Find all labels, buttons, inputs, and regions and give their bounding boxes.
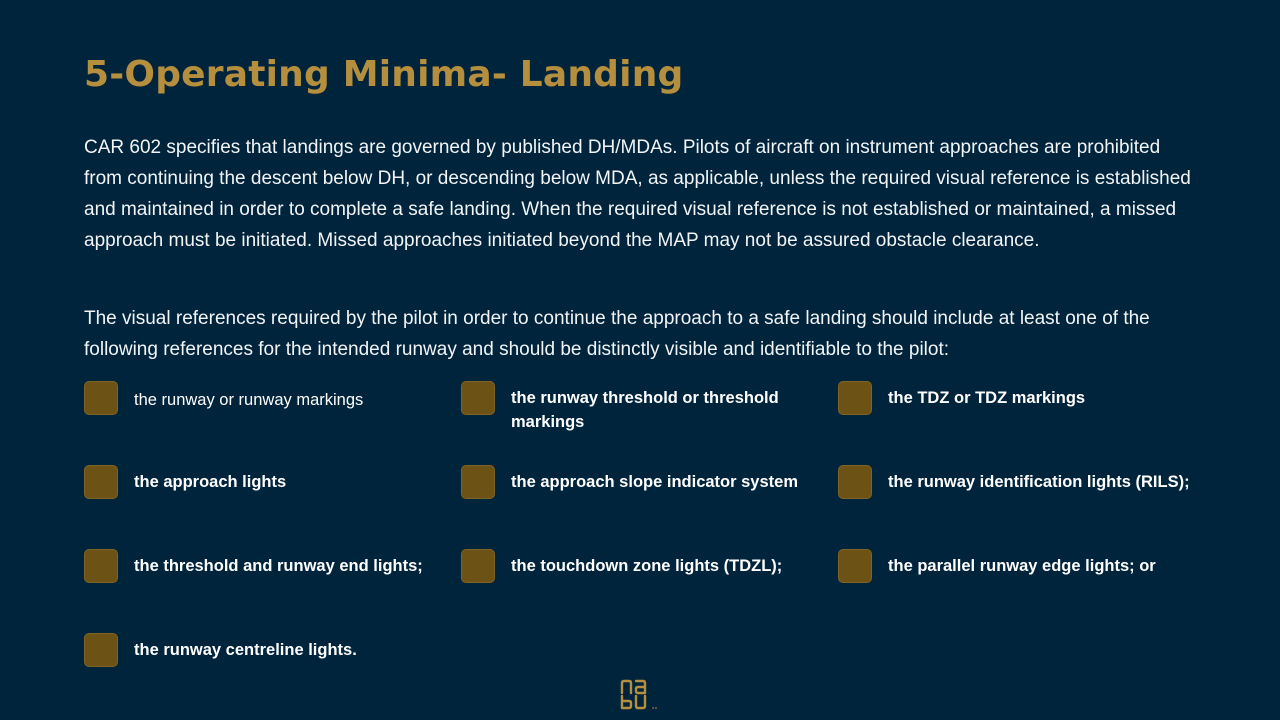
intro-paragraph: CAR 602 specifies that landings are governed by published DH/MDAs. Pilots of aircraft on instrument approaches are prohibited from continuing the descent below DH, or descending below MDA, as applicable, unless the required visual reference is established and maintained in order to complete a safe landing. When the required visual reference is not established or maintained, a missed approach must be initiated. Missed approaches initiated beyond the MAP may not be assured obstacle clearance. <box>84 137 1191 251</box>
bullet-box-icon <box>461 465 495 499</box>
list-item-label: the runway identification lights (RILS); <box>888 473 1190 491</box>
slide-title: 5-Operating Minima- Landing <box>84 54 684 95</box>
bullet-box-icon <box>84 381 118 415</box>
list-item-label: the parallel runway edge lights; or <box>888 557 1156 575</box>
bullet-box-icon <box>84 633 118 667</box>
visual-references-paragraph: The visual references required by the pilot in order to continue the approach to a safe landing should include at least one of the following references for the intended runway and should be distinctly visible and identifiable to the pilot: <box>84 308 1150 360</box>
list-item-label: the approach lights <box>134 473 287 491</box>
visual-references-list <box>84 381 1234 681</box>
list-item-label: the runway threshold or threshold markings <box>511 389 779 431</box>
bullet-box-icon <box>84 549 118 583</box>
list-item-label: the threshold and runway end lights; <box>134 557 423 575</box>
bullet-box-icon <box>838 549 872 583</box>
bullet-box-icon <box>838 381 872 415</box>
list-item-label: the TDZ or TDZ markings <box>888 389 1086 407</box>
nabu-logo-icon <box>619 679 661 711</box>
list-item-label: the touchdown zone lights (TDZL); <box>511 557 783 575</box>
list-item-label: the runway or runway markings <box>134 391 364 409</box>
bullet-box-icon <box>838 465 872 499</box>
list-item-label: the runway centreline lights. <box>134 641 357 659</box>
bullet-box-icon <box>461 381 495 415</box>
bullet-box-icon <box>461 549 495 583</box>
list-item-label: the approach slope indicator system <box>511 473 798 491</box>
bullet-box-icon <box>84 465 118 499</box>
